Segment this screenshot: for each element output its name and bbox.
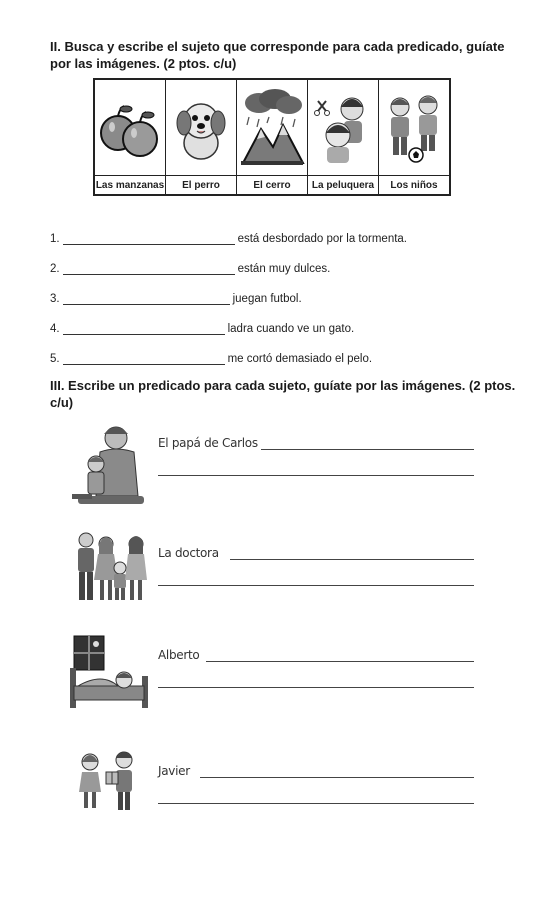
item-number: 5. (50, 353, 60, 365)
picture-cell-children (379, 80, 449, 194)
fill-item-2 (50, 259, 330, 275)
item-predicate: están muy dulces. (237, 263, 331, 275)
family-icon (68, 532, 150, 606)
apples-icon (96, 93, 164, 163)
subject-label: La doctora (158, 546, 219, 560)
answer-line[interactable] (200, 777, 474, 778)
sleeping-boy-icon (68, 634, 150, 710)
answer-blank[interactable] (63, 233, 235, 245)
fill-item-5 (50, 349, 372, 365)
dog-icon (171, 93, 231, 163)
kids-gift-icon (68, 750, 150, 814)
answer-line[interactable] (261, 449, 474, 450)
answer-blank[interactable] (63, 293, 230, 305)
answer-line[interactable] (206, 661, 474, 662)
subject-label: El papá de Carlos (158, 436, 258, 450)
picture-caption: El perro (166, 175, 236, 194)
answer-line[interactable] (158, 585, 474, 586)
answer-blank[interactable] (63, 353, 225, 365)
section-2-heading: II. Busca y escribe el sujeto que corresponde para cada predicado, guíate por las imágenes. (2 ptos. c/u) (50, 39, 505, 71)
subject-row-3 (68, 634, 488, 730)
item-predicate: ladra cuando ve un gato. (227, 323, 355, 335)
subject-row-4 (68, 750, 488, 846)
picture-caption: La peluquera (308, 175, 378, 194)
item-number: 1. (50, 233, 60, 245)
hairdresser-icon (310, 91, 376, 165)
fill-item-3 (50, 289, 302, 305)
picture-cell-mountain (237, 80, 308, 194)
picture-cell-apples (95, 80, 166, 194)
answer-line[interactable] (158, 687, 474, 688)
answer-line[interactable] (230, 559, 474, 560)
item-predicate: está desbordado por la tormenta. (237, 233, 408, 245)
answer-blank[interactable] (63, 323, 225, 335)
picture-cell-hairdresser (308, 80, 379, 194)
picture-cell-dog (166, 80, 237, 194)
item-predicate: juegan futbol. (232, 293, 302, 305)
mountain-storm-icon (239, 89, 305, 167)
answer-blank[interactable] (63, 263, 235, 275)
item-predicate: me cortó demasiado el pelo. (227, 353, 373, 365)
picture-strip (93, 78, 451, 196)
answer-line[interactable] (158, 803, 474, 804)
picture-caption: El cerro (237, 175, 307, 194)
subject-row-1 (68, 422, 488, 518)
fill-item-1 (50, 229, 407, 245)
subject-row-2 (68, 532, 488, 628)
section-3-heading: III. Escribe un predicado para cada sujeto, guíate por las imágenes. (2 ptos. c/u) (50, 378, 516, 410)
item-number: 4. (50, 323, 60, 335)
picture-caption: Las manzanas (95, 175, 165, 194)
subject-label: Javier (158, 764, 190, 778)
picture-caption: Los niños (379, 175, 449, 194)
subject-label: Alberto (158, 648, 200, 662)
children-soccer-icon (380, 91, 448, 165)
item-number: 2. (50, 263, 60, 275)
fill-item-4 (50, 319, 354, 335)
answer-line[interactable] (158, 475, 474, 476)
item-number: 3. (50, 293, 60, 305)
father-child-icon (68, 422, 150, 508)
